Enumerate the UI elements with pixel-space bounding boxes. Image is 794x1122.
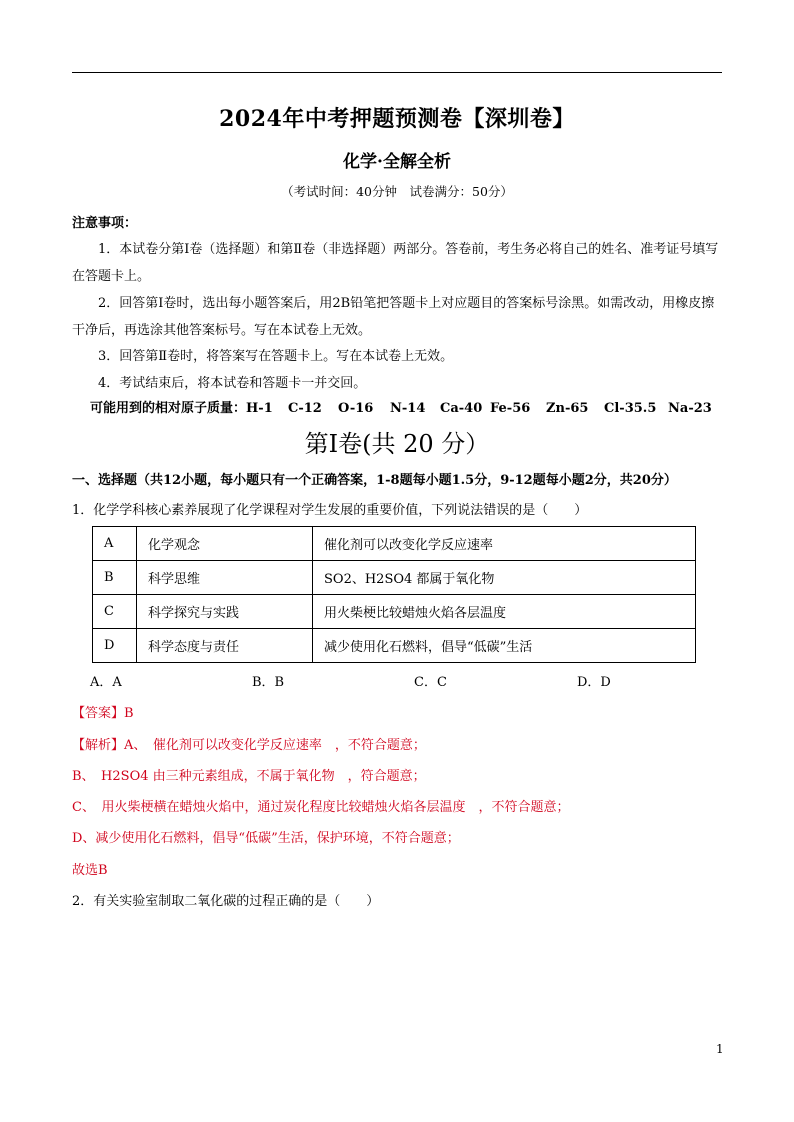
atomic-mass: Zn-65 (546, 401, 589, 416)
option-aspect: 科学探究与实践 (137, 595, 313, 629)
notice-item-text: 3．回答第Ⅱ卷时，将答案写在答题卡上。写在本试卷上无效。 (98, 349, 454, 364)
atomic-mass: Ca-40 (440, 401, 483, 416)
option-statement: 用火柴梗比较蜡烛火焰各层温度 (313, 595, 696, 629)
part-one-title: 第Ⅰ卷(共 20 分） (304, 430, 490, 458)
table-row (93, 595, 696, 629)
atomic-mass: Na-23 (668, 401, 712, 416)
exam-subtitle: 化学·全解全析 (343, 152, 451, 172)
notice-item-4 (72, 370, 722, 397)
analysis-line: C、 用火柴梗横在蜡烛火焰中，通过炭化程度比较蜡烛火焰各层温度 ，不符合题意； (72, 800, 570, 815)
option-statement: 催化剂可以改变化学反应速率 (313, 527, 696, 561)
atomic-mass: C-12 (288, 401, 322, 416)
question-1-stem: 1．化学学科核心素养展现了化学课程对学生发展的重要价值，下列说法错误的是（ ） (72, 503, 588, 518)
option-aspect: 科学思维 (137, 561, 313, 595)
atomic-mass: Cl-35.5 (604, 401, 657, 416)
exam-time-info: （考试时间：40分钟 试卷满分：50分） (281, 184, 513, 199)
option-letter: B (93, 561, 137, 595)
analysis-line: B、 H2SO4 由三种元素组成，不属于氧化物 ，符合题意； (72, 769, 426, 784)
page-number: 1 (716, 1042, 724, 1056)
atomic-masses-line (90, 397, 712, 416)
analysis-line: 【解析】A、 催化剂可以改变化学反应速率 ，不符合题意； (72, 738, 426, 753)
question-2-stem: 2．有关实验室制取二氧化碳的过程正确的是（ ） (72, 894, 380, 909)
table-row (93, 629, 696, 663)
choice-c: C．C (414, 675, 447, 690)
atomic-mass: Fe-56 (490, 401, 531, 416)
notice-item-text: 4．考试结束后，将本试卷和答题卡一并交回。 (98, 376, 367, 391)
notice-item-text: 1．本试卷分第Ⅰ卷（选择题）和第Ⅱ卷（非选择题）两部分。答卷前，考生务必将自己的姓名、准考证号填写在答题卡上。 (72, 242, 719, 284)
choice-d: D．D (577, 675, 611, 690)
table-row (93, 561, 696, 595)
section-heading: 一、选择题（共12小题，每小题只有一个正确答案，1-8题每小题1.5分，9-12题每小题2分，共20分） (72, 473, 677, 488)
option-statement: 减少使用化石燃料，倡导“低碳”生活 (313, 629, 696, 663)
notice-item-2 (72, 290, 722, 344)
answer-line: 【答案】B (72, 706, 134, 721)
atomic-mass: N-14 (390, 401, 426, 416)
notice-item-1 (72, 236, 722, 290)
header-rule (72, 72, 722, 73)
analysis-conclusion: 故选B (72, 863, 108, 878)
option-statement: SO2、H2SO4 都属于氧化物 (313, 561, 696, 595)
notice-item-3 (72, 343, 722, 370)
analysis-line: D、减少使用化石燃料，倡导“低碳”生活，保护环境，不符合题意； (72, 831, 460, 846)
option-aspect: 化学观念 (137, 527, 313, 561)
option-letter: C (93, 595, 137, 629)
question-1-table (92, 526, 696, 663)
atomic-mass: O-16 (338, 401, 374, 416)
option-letter: D (93, 629, 137, 663)
atomic-masses-label: 可能用到的相对原子质量： (90, 401, 247, 416)
exam-title: 2024年中考押题预测卷【深圳卷】 (219, 106, 575, 132)
choice-a: A．A (90, 675, 122, 690)
option-letter: A (93, 527, 137, 561)
option-aspect: 科学态度与责任 (137, 629, 313, 663)
notice-title: 注意事项： (72, 216, 138, 231)
notice-item-text: 2．回答第Ⅰ卷时，选出每小题答案后，用2B铅笔把答题卡上对应题目的答案标号涂黑。如需改动，用橡皮擦干净后，再选涂其他答案标号。写在本试卷上无效。 (72, 296, 715, 338)
choice-b: B．B (252, 675, 285, 690)
atomic-mass: H-1 (246, 401, 273, 416)
table-row (93, 527, 696, 561)
